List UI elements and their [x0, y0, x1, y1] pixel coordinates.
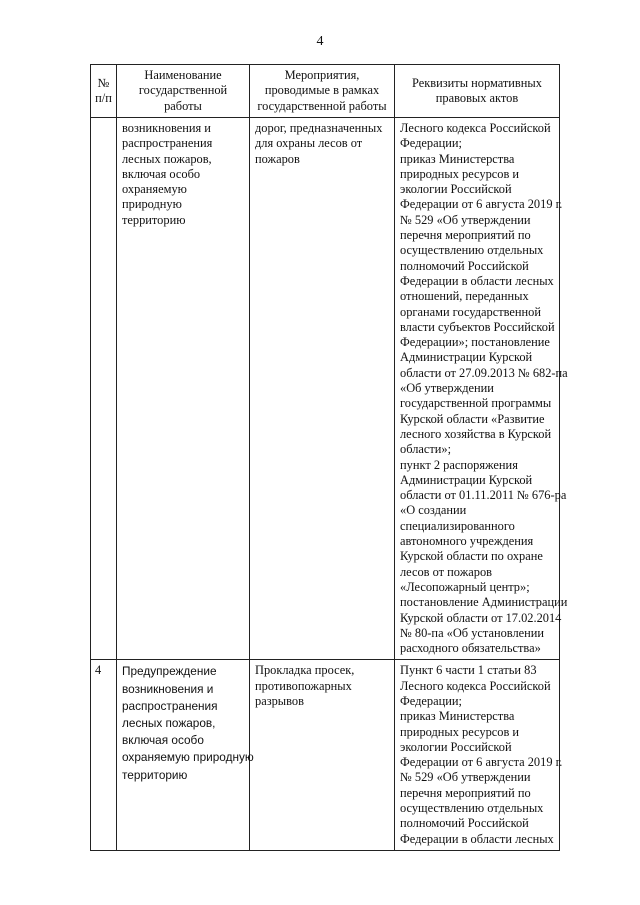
text-line: экологии Российской	[400, 182, 512, 197]
text-line: № 529 «Об утверждении	[400, 770, 531, 785]
page-number: 4	[316, 34, 324, 49]
text-line: территорию	[122, 212, 186, 227]
text-line: территорию	[122, 767, 188, 782]
header-acts	[395, 65, 560, 118]
work-name-cell	[117, 660, 254, 851]
text-line: Курской области по охране	[400, 549, 543, 564]
text-line: автономного учреждения	[400, 534, 534, 549]
legal-acts-cell	[395, 660, 563, 851]
text-line: Пункт 6 части 1 статьи 83	[400, 663, 537, 678]
activities-cell	[250, 118, 395, 660]
text-line: Администрации Курской	[400, 350, 533, 365]
text-line: приказ Министерства	[400, 709, 515, 724]
text-line: осуществлению отдельных	[400, 243, 544, 258]
text-line: власти субъектов Российской	[400, 319, 555, 334]
text-line: проводимые в рамках	[264, 83, 380, 98]
work-name-cell	[117, 118, 250, 660]
text-line: органами государственной	[400, 304, 541, 319]
text-line: Федерации в области лесных	[400, 273, 554, 288]
text-line: государственной	[138, 83, 228, 98]
text-line: Федерации в области лесных	[400, 831, 554, 846]
text-line: работы	[164, 98, 202, 113]
text-line: Федерации от 6 августа 2019 г.	[400, 197, 563, 212]
text-line: Лесного кодекса Российской	[400, 678, 551, 693]
text-line: Наименование	[144, 68, 222, 83]
text-line: Администрации Курской	[400, 472, 533, 487]
text-line: постановление Администрации	[400, 595, 568, 610]
text-line: Реквизиты нормативных	[412, 75, 542, 90]
text-line: пункт 2 распоряжения	[400, 457, 518, 472]
text-line: № 529 «Об утверждении	[400, 212, 531, 227]
text-line: возникновения и	[122, 681, 214, 696]
text-line: №	[97, 75, 110, 90]
text-line: природных ресурсов и	[400, 166, 520, 181]
text-line: полномочий Российской	[400, 258, 529, 273]
text-line: отношений, переданных	[400, 289, 529, 304]
text-line: охраняемую	[122, 182, 187, 197]
text-line: Курской области «Развитие	[400, 411, 545, 426]
text-line: лесных пожаров,	[122, 716, 216, 730]
text-line: осуществлению отдельных	[400, 801, 544, 816]
text-line: включая особо	[122, 733, 204, 748]
text-line: перечня мероприятий по	[400, 228, 531, 243]
text-line: Федерации»; постановление	[400, 335, 550, 350]
text-line: области»;	[400, 442, 452, 457]
text-line: лесного хозяйства в Курской	[400, 426, 552, 441]
text-line: области от 27.09.2013 № 682-па	[400, 365, 568, 380]
works-table	[90, 64, 568, 851]
text-line: государственной программы	[400, 396, 552, 411]
text-line: охраняемую природную	[122, 750, 254, 765]
text-line: возникновения и	[122, 121, 211, 135]
text-line: расходного обязательства»	[400, 641, 541, 656]
text-line: «Лесопожарный центр»;	[400, 579, 530, 594]
text-line: лесов от пожаров	[400, 564, 492, 579]
text-line: распространения	[122, 698, 218, 713]
text-line: Курской области от 17.02.2014	[400, 610, 562, 625]
text-line: правовых актов	[435, 91, 519, 105]
legal-acts-cell	[395, 118, 568, 660]
text-line: пожаров	[255, 151, 300, 166]
text-line: экологии Российской	[400, 739, 512, 754]
text-line: № 80-па «Об установлении	[400, 625, 545, 640]
header-num	[91, 65, 117, 118]
text-line: Федерации;	[400, 136, 462, 151]
text-line: распространения	[122, 136, 213, 151]
activities-cell	[250, 660, 395, 851]
text-line: специализированного	[400, 518, 515, 533]
row-number	[91, 118, 117, 660]
table-row	[91, 118, 560, 660]
header-row	[91, 65, 560, 118]
text-line: полномочий Российской	[400, 816, 529, 831]
text-line: «О создании	[400, 503, 467, 518]
text-line: дорог, предназначенных	[255, 121, 383, 135]
table-row	[91, 660, 560, 851]
text-line: области от 01.11.2011 № 676-ра	[400, 488, 567, 503]
row-number: 4	[91, 660, 117, 851]
text-line: Мероприятия,	[284, 68, 360, 83]
text-line: природных ресурсов и	[400, 724, 520, 739]
text-line: приказ Министерства	[400, 151, 515, 166]
text-line: лесных пожаров,	[122, 151, 212, 166]
text-line: перечня мероприятий по	[400, 785, 531, 800]
text-line: Федерации от 6 августа 2019 г.	[400, 755, 563, 770]
text-line: противопожарных	[255, 678, 352, 693]
text-line: Федерации;	[400, 693, 462, 708]
text-line: «Об утверждении	[400, 381, 494, 396]
text-line: для охраны лесов от	[255, 136, 363, 151]
text-line: Предупреждение	[122, 664, 217, 679]
header-activities	[250, 65, 395, 118]
text-line: Лесного кодекса Российской	[400, 121, 551, 135]
text-line: государственной работы	[257, 98, 387, 113]
table-header	[91, 65, 560, 118]
header-name	[117, 65, 250, 118]
text-line: Прокладка просек,	[255, 663, 355, 678]
text-line: природную	[122, 197, 182, 212]
text-line: включая особо	[122, 166, 201, 181]
text-line: п/п	[95, 91, 112, 105]
text-line: разрывов	[255, 693, 304, 708]
